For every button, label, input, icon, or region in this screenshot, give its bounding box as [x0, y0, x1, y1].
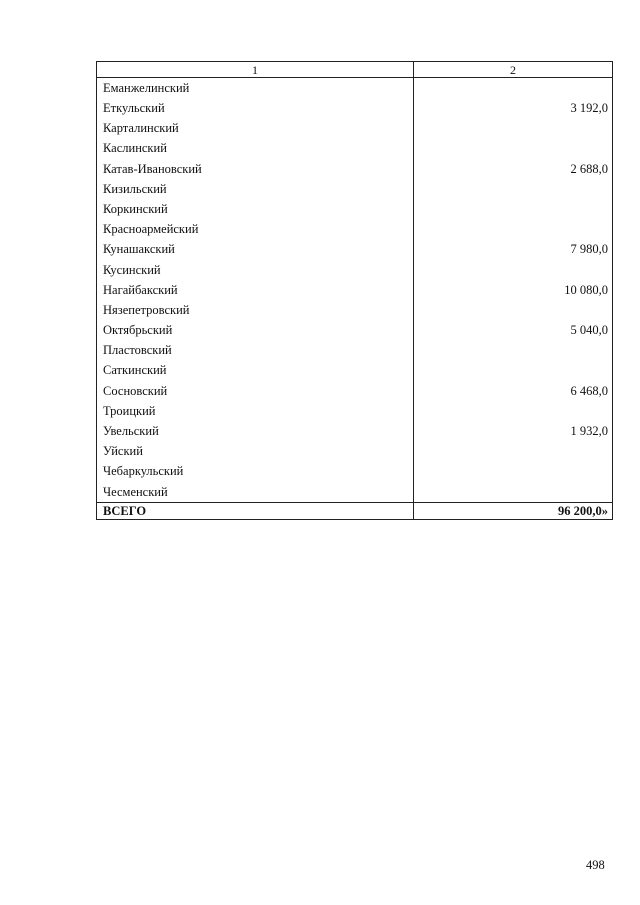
table-row — [97, 260, 613, 280]
district-value: 5 040,0 — [414, 320, 613, 340]
district-value — [414, 340, 613, 360]
table-row — [97, 118, 613, 138]
district-name: Кизильский — [97, 179, 414, 199]
table-row — [97, 421, 613, 441]
table-row — [97, 240, 613, 260]
district-value — [414, 300, 613, 320]
district-value — [414, 401, 613, 421]
district-value: 6 468,0 — [414, 381, 613, 401]
table-row — [97, 340, 613, 360]
total-row — [97, 502, 613, 519]
column-header-2: 2 — [414, 62, 613, 78]
district-value — [414, 482, 613, 503]
table-row — [97, 300, 613, 320]
district-name: Троицкий — [97, 401, 414, 421]
district-value — [414, 462, 613, 482]
district-name: Еткульский — [97, 98, 414, 118]
table-row — [97, 320, 613, 340]
district-value — [414, 118, 613, 138]
district-name: Чебаркульский — [97, 462, 414, 482]
table-row — [97, 462, 613, 482]
district-value: 2 688,0 — [414, 159, 613, 179]
district-value: 3 192,0 — [414, 98, 613, 118]
district-name: Катав-Ивановский — [97, 159, 414, 179]
district-value — [414, 361, 613, 381]
district-name: Нагайбакский — [97, 280, 414, 300]
table-row — [97, 139, 613, 159]
district-name: Карталинский — [97, 118, 414, 138]
table-row — [97, 98, 613, 118]
table-row — [97, 78, 613, 99]
district-value — [414, 441, 613, 461]
district-name: Кусинский — [97, 260, 414, 280]
column-header-1: 1 — [97, 62, 414, 78]
table-row — [97, 401, 613, 421]
district-name: Каслинский — [97, 139, 414, 159]
districts-table — [96, 61, 613, 520]
table-row — [97, 219, 613, 239]
district-name: Нязепетровский — [97, 300, 414, 320]
district-name: Октябрьский — [97, 320, 414, 340]
table-row — [97, 179, 613, 199]
table-header-row — [97, 62, 613, 78]
district-name: Кунашакский — [97, 240, 414, 260]
district-value: 7 980,0 — [414, 240, 613, 260]
table-row — [97, 159, 613, 179]
table-row — [97, 381, 613, 401]
district-name: Уйский — [97, 441, 414, 461]
district-name: Сосновский — [97, 381, 414, 401]
district-name: Коркинский — [97, 199, 414, 219]
district-value — [414, 260, 613, 280]
district-name: Красноармейский — [97, 219, 414, 239]
district-value — [414, 139, 613, 159]
total-label: ВСЕГО — [97, 502, 414, 519]
table-row — [97, 482, 613, 503]
district-value: 1 932,0 — [414, 421, 613, 441]
table-row — [97, 441, 613, 461]
table-row — [97, 199, 613, 219]
district-value — [414, 219, 613, 239]
page-number: 498 — [586, 858, 605, 872]
district-name: Саткинский — [97, 361, 414, 381]
district-name: Чесменский — [97, 482, 414, 503]
district-value — [414, 78, 613, 99]
district-value — [414, 179, 613, 199]
table-row — [97, 361, 613, 381]
total-value: 96 200,0» — [414, 502, 613, 519]
district-name: Еманжелинский — [97, 78, 414, 99]
district-name: Увельский — [97, 421, 414, 441]
table-row — [97, 280, 613, 300]
district-name: Пластовский — [97, 340, 414, 360]
district-value — [414, 199, 613, 219]
district-value: 10 080,0 — [414, 280, 613, 300]
